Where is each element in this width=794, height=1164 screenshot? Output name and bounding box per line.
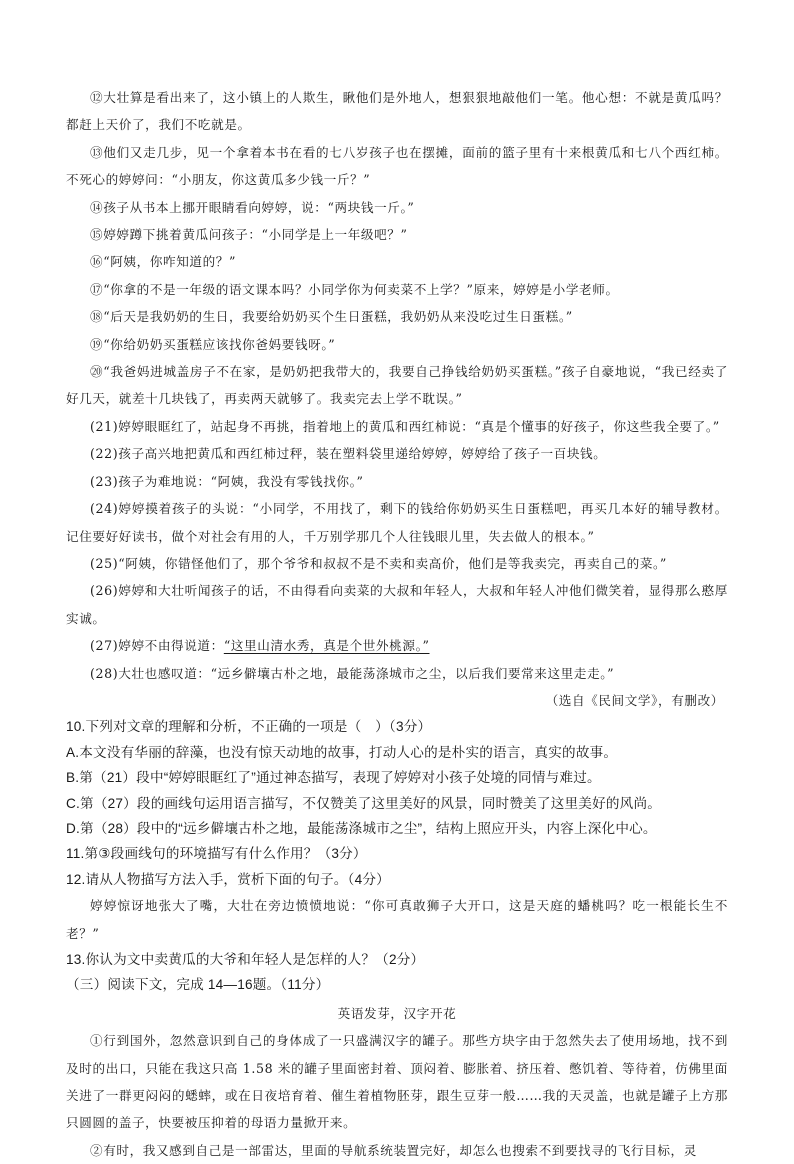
paragraph-23: (23)孩子为难地说：“阿姨，我没有零钱找你。” bbox=[90, 473, 364, 489]
paragraph-27 bbox=[66, 632, 728, 659]
question-11: 11.第③段画线句的环境描写有什么作用？（3分） bbox=[66, 846, 367, 862]
source-note: （选自《民间文学》，有删改） bbox=[545, 692, 724, 708]
paragraph-21: (21)婷婷眼眶红了，站起身不再挑，指着地上的黄瓜和西红柿说：“真是个懂事的好孩子，你这些我全要了。” bbox=[90, 418, 720, 434]
question-10-option-d: D.第（28）段中的“远乡僻壤古朴之地，最能荡涤城市之尘”，结构上照应开头，内容上深化中心。 bbox=[66, 820, 657, 836]
question-10-option-a: A.本文没有华丽的辞藻，也没有惊天动地的故事，打动人心的是朴实的语言，真实的故事。 bbox=[66, 744, 618, 760]
paragraph-15: ⑮婷婷蹲下挑着黄瓜问孩子：“小同学是上一年级吧？” bbox=[90, 227, 408, 243]
question-10-option-c: C.第（27）段的画线句运用语言描写，不仅赞美了这里美好的风景，同时赞美了这里美好的风尚。 bbox=[66, 795, 662, 811]
section-3-heading: （三）阅读下文，完成 14—16题。（11分） bbox=[66, 977, 330, 993]
question-12: 12.请从人物描写方法入手，赏析下面的句子。（4分） bbox=[66, 871, 390, 887]
question-10: 10.下列对文章的理解和分析，不正确的一项是（ ）（3分） bbox=[66, 719, 432, 735]
paragraph-16: ⑯“阿姨，你咋知道的？” bbox=[90, 254, 237, 270]
paragraph-27-underlined: “这里山清水秀，真是个世外桃源。” bbox=[223, 638, 430, 654]
paragraph-22: (22)孩子高兴地把黄瓜和西红柿过秤，装在塑料袋里递给婷婷，婷婷给了孩子一百块钱。 bbox=[90, 446, 607, 462]
paragraph-27-prefix: (27)婷婷不由得说道： bbox=[90, 638, 224, 654]
paragraph-25: (25)“阿姨，你错怪他们了，那个爷爷和叔叔不是不卖和卖高价，他们是等我卖完，再卖自己的菜。” bbox=[90, 555, 667, 571]
paragraph-17: ⑰“你拿的不是一年级的语文课本吗？小同学你为何卖菜不上学？”原来，婷婷是小学老师。 bbox=[90, 281, 619, 297]
paragraph-19: ⑲“你给奶奶买蛋糕应该找你爸妈要钱呀。” bbox=[90, 336, 336, 352]
article-paragraph-2: ②有时，我又感到自己是一部雷达，里面的导航系统装置完好，却怎么也搜索不到要找寻的飞行目标，灵 bbox=[90, 1142, 697, 1158]
paragraph-13: ⑬他们又走几步，见一个拿着本书在看的七八岁孩子也在摆摊，面前的篮子里有十来根黄瓜和七八个西红柿。不死心的婷婷问：“小朋友，你这黄瓜多少钱一斤？” bbox=[66, 144, 728, 188]
article-paragraph-1: ①行到国外，忽然意识到自己的身体成了一只盛满汉字的罐子。那些方块字由于忽然失去了使用场地，找不到及时的出口，只能在我这只高 1.58 米的罐子里面密封着、顶闷着、膨胀着、挤压着、憋饥着、等待着，仿佛里面关进了一群更闷闷的蟋蟀，或在日夜培育着、催生着植物胚芽，跟生豆芽一般……我的天灵盖，也就是罐子上方那只圆圆的盖子，快要被压抑着的母语力量掀开来。 bbox=[66, 1033, 728, 1131]
paragraph-18: ⑱“后天是我奶奶的生日，我要给奶奶买个生日蛋糕，我奶奶从来没吃过生日蛋糕。” bbox=[90, 309, 573, 325]
paragraph-26: (26)婷婷和大壮听闻孩子的话，不由得看向卖菜的大叔和年轻人，大叔和年轻人冲他们微笑着，显得那么憨厚实诚。 bbox=[66, 583, 728, 626]
question-13: 13.你认为文中卖黄瓜的大爷和年轻人是怎样的人？（2分） bbox=[66, 952, 425, 967]
article-title: 英语发芽，汉字开花 bbox=[337, 1005, 457, 1021]
paragraph-14: ⑭孩子从书本上挪开眼睛看向婷婷，说：“两块钱一斤。” bbox=[90, 199, 415, 215]
paragraph-28: (28)大壮也感叹道：“远乡僻壤古朴之地，最能荡涤城市之尘，以后我们要常来这里走走。” bbox=[90, 665, 615, 681]
question-10-option-b: B.第（21）段中“婷婷眼眶红了”通过神态描写，表现了婷婷对小孩子处境的同情与难过。 bbox=[66, 770, 601, 786]
paragraph-24: (24)婷婷摸着孩子的头说：“小同学，不用找了，剩下的钱给你奶奶买生日蛋糕吧，再买几本好的辅导教材。记住要好好读书，做个对社会有用的人，千万别学那几个人往钱眼儿里，失去做人的根本。” bbox=[66, 501, 728, 544]
paragraph-12: ⑫大壮算是看出来了，这小镇上的人欺生，瞅他们是外地人，想狠狠地敲他们一笔。他心想：不就是黄瓜吗？都赶上天价了，我们不吃就是。 bbox=[66, 90, 728, 133]
paragraph-20: ⑳“我爸妈进城盖房子不在家，是奶奶把我带大的，我要自己挣钱给奶奶买蛋糕。”孩子自豪地说，“我已经卖了好几天，就差十几块钱了，再卖两天就够了。我卖完去上学不耽误。” bbox=[66, 364, 728, 407]
question-12-quote: 婷婷惊讶地张大了嘴，大壮在旁边愤愤地说：“你可真敢狮子大开口，这是天庭的蟠桃吗？吃一根能长生不老？” bbox=[66, 898, 728, 941]
